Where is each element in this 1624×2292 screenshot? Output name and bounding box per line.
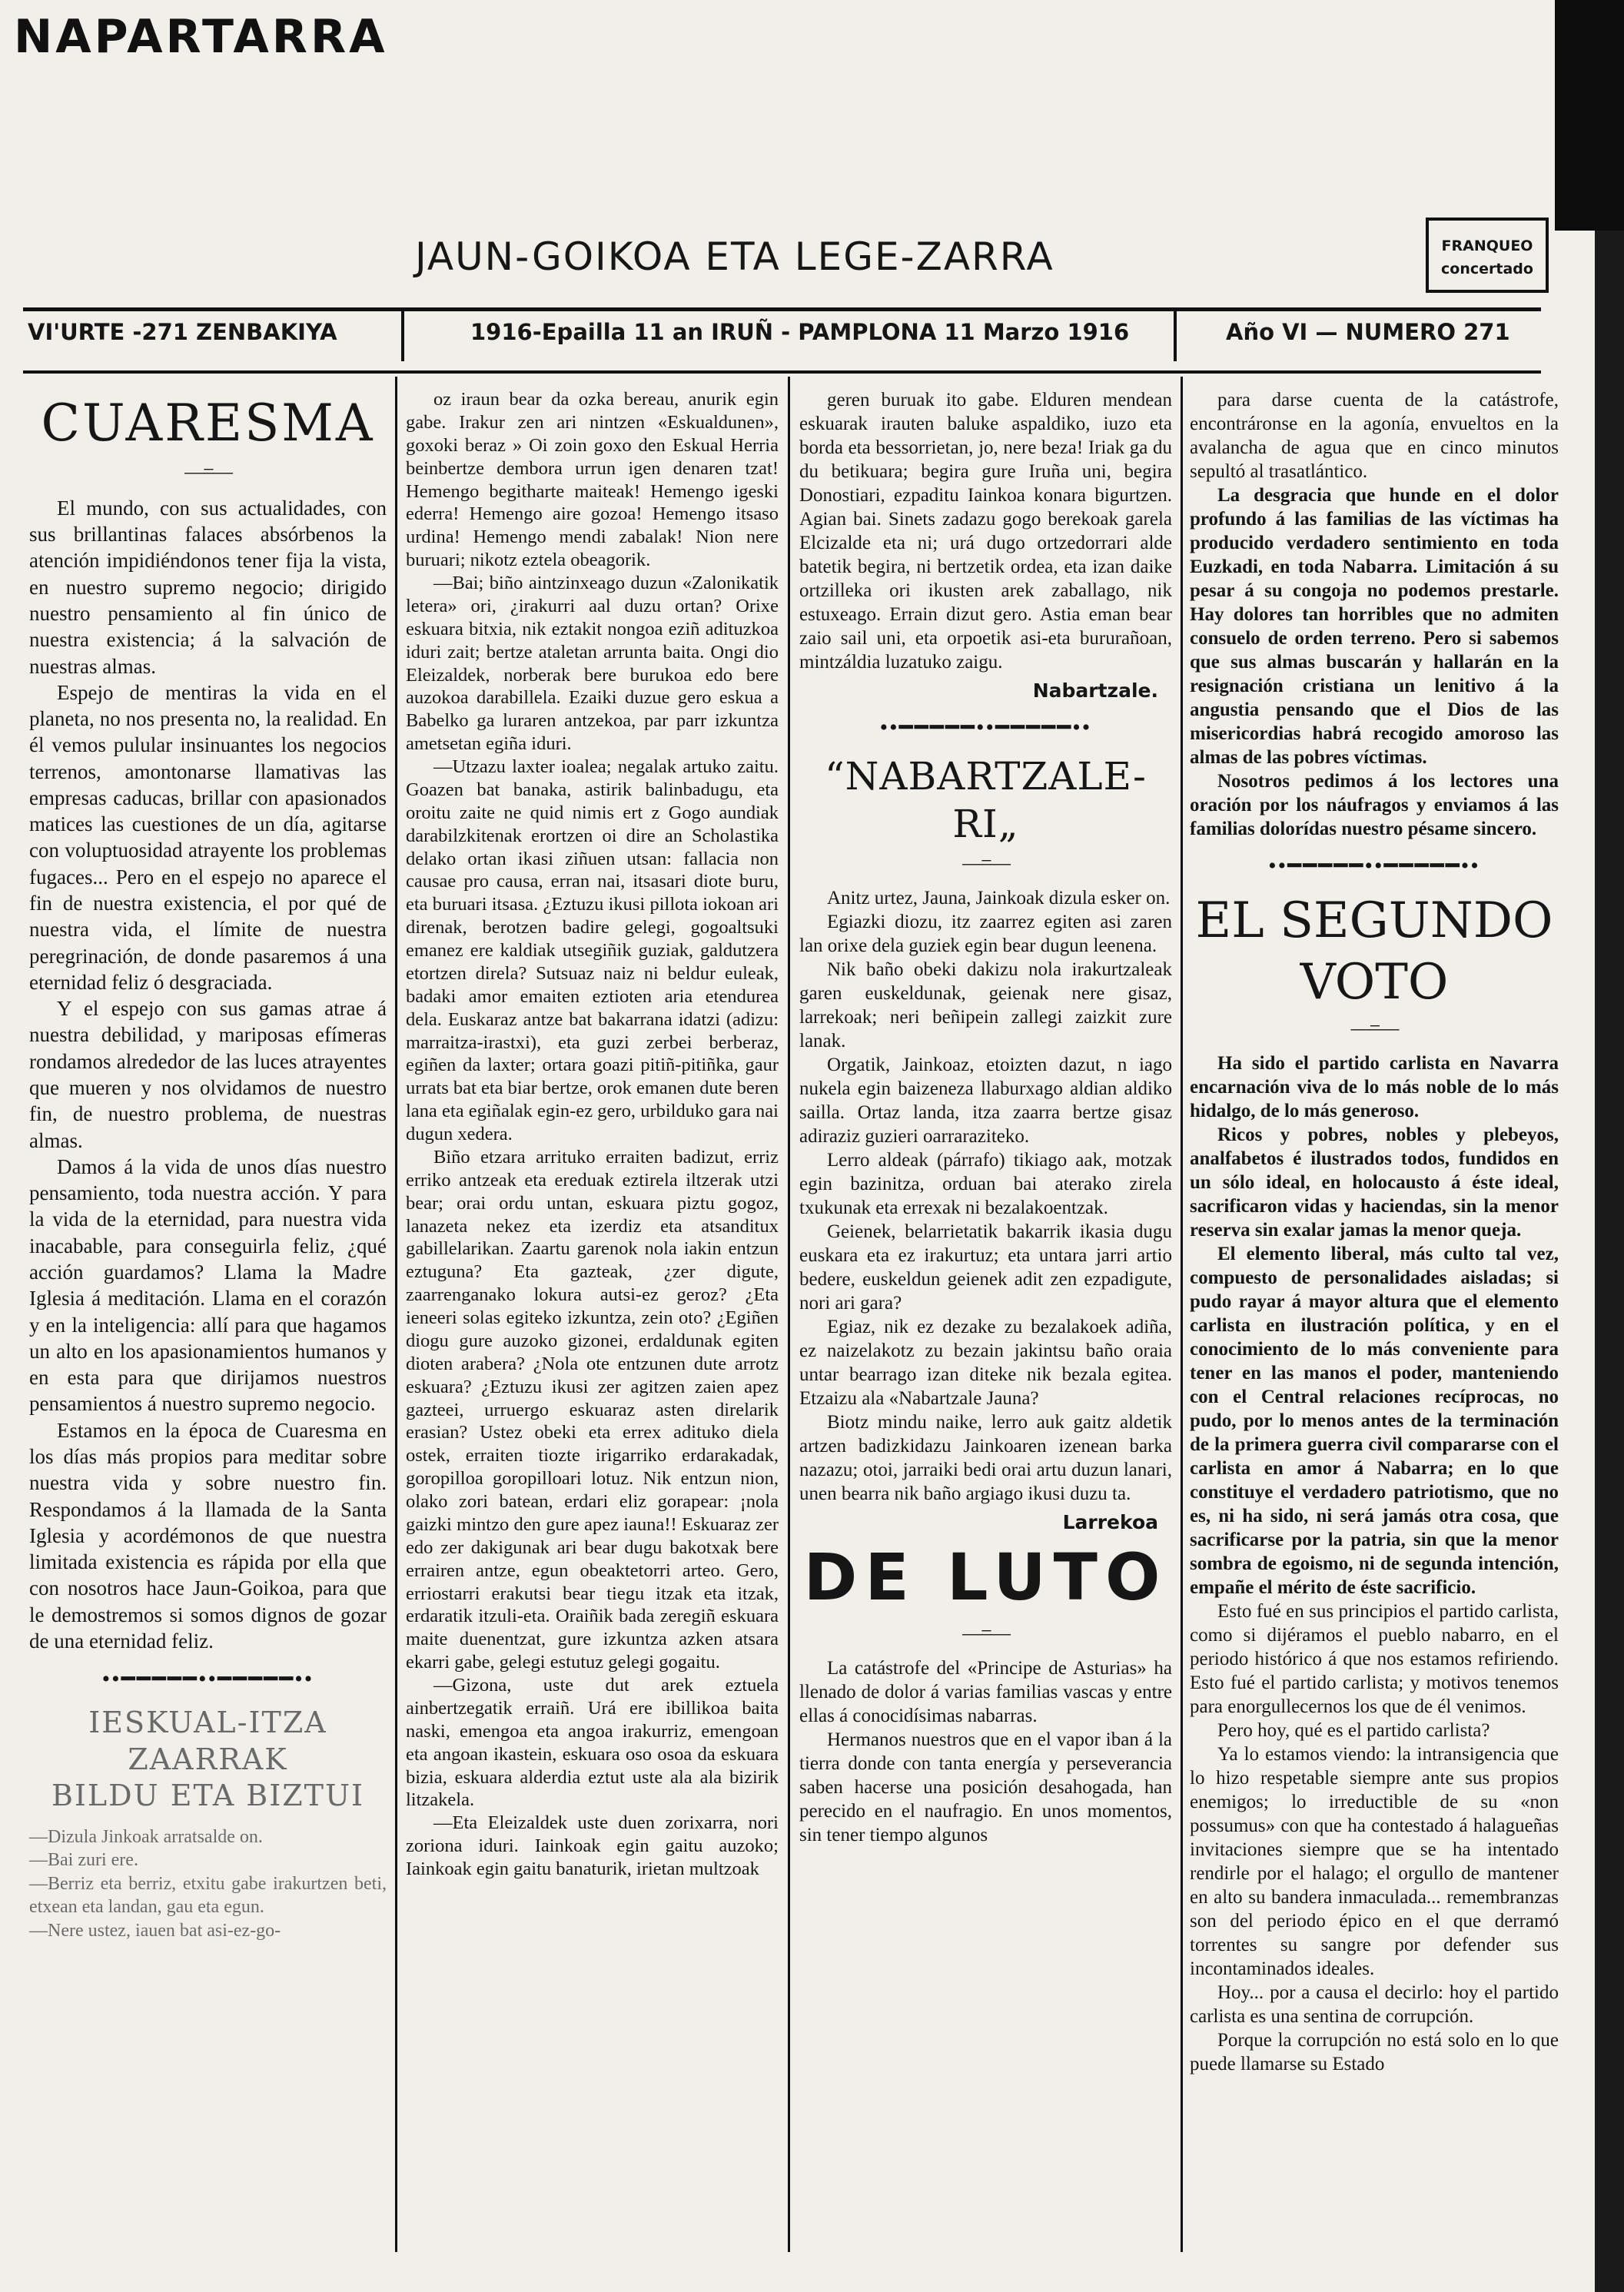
header-divider-right <box>1174 311 1177 361</box>
faded-line: —Berriz eta berriz, etxitu gabe irakurtzen beti, etxean eta landan, gau eta egun. <box>29 1873 387 1918</box>
column-3 <box>799 388 1172 1847</box>
header-divider-left <box>401 311 404 361</box>
issue-number-basque: VI'URTE -271 ZENBAKIYA <box>28 319 337 345</box>
issue-year-number: Año VI — NUMERO 271 <box>1226 319 1510 345</box>
section-ornament: ••━━━━━••━━━━━•• <box>879 715 1092 740</box>
paragraph: Hoy... por a causa el decirlo: hoy el partido carlista es una sentina de corrupción. <box>1190 1982 1559 2028</box>
article-heading-el-segundo-voto: EL SEGUNDO VOTO <box>1195 892 1553 1011</box>
paragraph: Estamos en la época de Cuaresma en los días más propios para meditar sobre nuestra vida y sobre nuestro fin. Respondamos á la llamada de la Santa Iglesia y acordémonos de que nuestra limitada existencia es rápida por ella que con nosotros hace Jaun-Goikoa, para que le demostremos si somos dignos de gozar de una eternidad feliz. <box>29 1418 387 1653</box>
paragraph: El elemento liberal, más culto tal vez, compuesto de personalidades aisladas; si pudo rayar á mayor altura que el elemento carlista en ilustración política, y en el conocimiento de lo más conveniente para tener en las manos el poder, manteniendo con el Central relaciones recíprocas, no pudo, por lo menos antes de la terminación de la primera guerra civil compararse con el carlista en amor á Nabarra; en lo que constituye el verdadero patriotismo, que no es, ni ha sido, ni será jamás otra cosa, que sacrificarse por la patria, sin que la menor sombra de egoismo, ni de segunda intención, empañe el mérito de éste sacrificio. <box>1190 1244 1559 1599</box>
column-rule-2 <box>788 377 790 2252</box>
section-ornament: ••━━━━━••━━━━━•• <box>1268 853 1480 879</box>
heading-dash: —=— <box>184 460 231 483</box>
paragraph: La desgracia que hunde en el dolor profundo á las familias de las víctimas ha producido verdadero sentimiento en toda Euzkadi, en toda Nabarra. Limitación á su pesar á su congoja no podemos prestarle. Hay dolores tan horribles que no admiten consuelo de orden terreno. Pero si sabemos que sus almas buscarán y hallarán en la resignación cristiana un lenitivo á la angustia pensando que el Dios de las misericordias habrá recogido amoroso las almas de las pobres víctimas. <box>1190 485 1559 768</box>
masthead-title: NAPARTARRA <box>14 10 388 64</box>
torn-corner <box>1555 0 1624 231</box>
column-rule-3 <box>1181 377 1183 2252</box>
paragraph: Porque la corrupción no está solo en lo que puede llamarse su Estado <box>1190 2030 1559 2075</box>
paragraph: Pero hoy, qué es el partido carlista? <box>1217 1720 1490 1742</box>
paragraph: Esto fué en sus principios el partido carlista, como si dijéramos el pueblo nabarro, en el periodo histórico á que nos estamos refiriendo. Esto fué el partido carlista; y motivos tenemos para enorgullecernos los que de él venimos. <box>1190 1601 1559 1718</box>
header-bottom-rule <box>23 370 1541 374</box>
paragraph: Nosotros pedimos á los lectores una oración por los náufragos y enviamos á las familias dolorídas nuestro pésame sincero. <box>1190 771 1559 839</box>
paragraph: —Utzazu laxter ioalea; negalak artuko zaitu. Goazen bat banaka, astirik balinbadugu, eta oroitu zaite ne quid nimis ert z Gogo aundiak darabilzkitenak erortzen oi dire an Scholastika delako ortan ikasi ziñuen utsan: fallacia non causae pro causa, erran nai, itsasari diote buru, eta buruari itsasa. ¿Eztuzu ikusi pillota iokoan ari direnak, berotzen badire gelegi, gogoaltsuki emanez ere kaldiak utsegiñik guziak, galdutzera etortzen direla? Sutsuaz naiz ni beldur euleak, badaki amor emaiten eztioten aria etendurea dela. Euskaraz antze bat bakarrana idatzi (adizu: marraitza-irastxi), eta guzi zerbei berberaz, egiñen da laxter; ortara goazi pitiñ-pitiñka, gaur urrats bat eta biar bertze, orok emanen dute beren lana eta egiñalak egin-ez gero, urbilduko gara nai dugun xedera. <box>406 756 779 1144</box>
article-heading-cuaresma: CUARESMA <box>41 394 375 453</box>
paragraph: Espejo de mentiras la vida en el planeta, no nos presenta no, la realidad. En él vemos pulular insinuantes los negocios terrenos, amontonarse llamativas las empresas caducas, brillar con apasionados matices las cuestiones de un día, agitarse con voluptuosidad atrayente los problemas fugaces... Pero en el espejo no aparece el fin de nuestra existencia, el por qué de nuestra vida, el límite de nuestra peregrinación, de donde pasaremos á una eternidad feliz ó desgraciada. <box>29 680 387 994</box>
faded-dialogue <box>29 1825 387 1942</box>
heading-line-1: IESKUAL-ITZA ZAARRAK <box>88 1706 327 1776</box>
stamp-line-1: FRANQUEO <box>1441 238 1533 254</box>
stamp-line-2: concertado <box>1441 261 1533 278</box>
postage-stamp-box <box>1426 218 1549 293</box>
paragraph: La catástrofe del «Principe de Asturias» ha llenado de dolor á varias familias vascas y entre ellas á conocidísimas nabarras. <box>799 1657 1172 1726</box>
signature-larrekoa: Larrekoa <box>1062 1511 1158 1534</box>
column-1 <box>29 388 387 1942</box>
paragraph: Geienek, belarrietatik bakarrik ikasia dugu euskara eta ez irakurtuz; eta untara jarri artio bedere, euskeldun geienek adit zen ezpadigute, nori ari gara? <box>799 1221 1172 1314</box>
paragraph: Nik baño obeki dakizu nola irakurtzaleak garen euskeldunak, geienak nere gisaz, larrekoak; neri beñipein zallegi zaizkit zure lanak. <box>799 959 1172 1052</box>
issue-date-place: 1916-Epailla 11 an IRUÑ - PAMPLONA 11 Marzo 1916 <box>470 319 1130 345</box>
section-ornament: ••━━━━━••━━━━━•• <box>101 1666 314 1692</box>
paragraph: —Eta Eleizaldek uste duen zorixarra, nori zoriona iduri. Iainkoak egin gaitu auzoko; Iainkoak egin gaitu banaturik, irietan multzoak <box>406 1812 779 1879</box>
faded-line: —Bai zuri ere. <box>29 1850 138 1871</box>
heading-dash: —=— <box>1350 1016 1398 1039</box>
paragraph: geren buruak ito gabe. Elduren mendean eskuarak irauten baluke aspaldiko, iuzo eta borda eta bessorrietan, jo, nere beza! Iriak ga du du betikuara; begira gure Iruña uni, begira Donostiari, ezpaditu Iainkoa konara bigurtzen. Agian bai. Sinets zadazu gogo berekoak garela Elcizalde eta ni; urá dugo ortzedorrari alde batetik begira, ni bertzetik ordea, eta izan daike ortzilleka ori ikusten arek zaballago, nik estuxeago. Errain dizut gero. Astia eman bear zaio sail uni, eta orpoetik asi-eta bururañoan, mintzáldia luzatuko zaigu. <box>799 390 1172 673</box>
paragraph: Orgatik, Jainkoaz, etoizten dazut, n iago nukela egin baizeneza llaburxago aldian aldiko sailla. Ortaz landa, itza zaarra bertze gisaz adiraziz guzieri oarraraziteko. <box>799 1055 1172 1148</box>
paragraph: Ya lo estamos viendo: la intransigencia que lo hizo respetable siempre ante sus propios enemigos; lo irreductible de su «non possumus» con que ha contestado á halagueñas invitaciones siempre que se ha intentado rendirle por el halago; el orgullo de mantener en alto su bandera inmaculada... remembranzas son del periodo épico en el que derramó torrentes su sangre por defender sus incontaminados ideales. <box>1190 1744 1559 1980</box>
paragraph: Egiaz, nik ez dezake zu bezalakoek adiña, ez naizelakotz zu bezain jakintsu baño oraia untar bearrago izan diteke nik bezala egitea. Etzaizu ala «Nabartzale Jauna? <box>799 1317 1172 1410</box>
column-4 <box>1190 388 1559 2076</box>
paragraph: Biño etzara arrituko erraiten badizut, erriz erriko antzeak eta ereduak eztirela iltzerak utzi bear; orai ordu untan, eskuara piztu gogoz, lanazeta nekez eta izerdiz eta atsanditux gabillelarikan. Zaartu garenok nola iakin entzun eztuguna? Eta gazteak, ¿zer digute, zaarrenganako lokura autsi-ez geroz? ¿Eta ieneeri solas egiteko izkuntza, zein oto? ¿Egiñen diogu gure auzoko gizonei, erdaldunak egiten dioten arabera? ¿Nola ote entzunen dute arrotz eskuara? ¿Eztuzu ikusi zer agitzen zaien apez gazteei, urruergo eskuaraz asten direlarik erasian? Ustez obeki eta errex adituko diela ostek, erraiten tiozte irigarriko erdarakadak, goropilloa goropilloari lotuz. Nik entzun nion, olako zori batean, erdari eliz gorapear: ¡nola gaizki mintzo den gure apez iauna!! Eskuaraz zer edo zer dakigunak ari bear dugu bakotxak bere errairen antze, egun obeaktetorri arteo. Gero, erriostarri erakutsi bear tiegu itzak eta itzak, erdaratik itzuli-eta. Oraiñik bada zeregiñ eskuara maite duenentzat, gure izkuntza azken atsara ekarri gabe, gelegi estutuz gelegi gogaitu. <box>406 1146 779 1673</box>
article-heading-eskual-itza <box>29 1705 387 1815</box>
paragraph: Lerro aldeak (párrafo) tikiago aak, motzak egin bazinitza, orduan bai aterako zirela txukunak eta errexak ni bezalakoentzak. <box>799 1150 1172 1219</box>
paragraph: Hermanos nuestros que en el vapor iban á la tierra donde con tanta energía y perseverancia saben hacerse una posición desahogada, han perecido en el naufragio. En unos momentos, sin tener tiempo algunos <box>799 1729 1172 1845</box>
paragraph: El mundo, con sus actualidades, con sus brillantinas falaces absórbenos la atención impidiéndonos tener fija la vista, en nuestro supremo negocio; dirigido nuestro pensamiento al fin único de nuestra existencia; á la salvación de nuestras almas. <box>29 496 387 678</box>
paragraph: Biotz mindu naike, lerro auk gaitz aldetik artzen badizkidazu Jainkoaren izenean barka nazazu; otoi, jarraiki bedi orai artu duzun lanari, unen bearra nik baño argiago ikusi duzu ta. <box>799 1412 1172 1505</box>
page-edge-shadow <box>1595 231 1624 2292</box>
paragraph: —Gizona, uste dut arek eztuela ainbertzegatik erraiñ. Urá ere ibillikoa baita naski, emengoa eta angoa irakurriz, emengoan eta angoan ikastein, eskuara oso osoa da eskuara bizia, eskuara alderdia eztut uste ala ala bizirik litzakela. <box>406 1675 779 1811</box>
paragraph: para darse cuenta de la catástrofe, encontráronse en la agonía, envueltos en la avalancha de agua que en cinco minutos sepultó al trasatlántico. <box>1190 390 1559 482</box>
paragraph: Y el espejo con sus gamas atrae á nuestra debilidad, y mariposas efímeras rondamos alrededor de las luces atrayentes que mueren y nos olvidamos de nuestro fin, de nuestro problema, de nuestras almas. <box>29 997 387 1152</box>
paragraph: Egiazki diozu, itz zaarrez egiten asi zaren lan orixe dela guziek egin bear dugun leenena. <box>799 912 1172 957</box>
header-top-rule <box>23 307 1541 311</box>
signature-nabartzale: Nabartzale. <box>1032 679 1158 702</box>
faded-line: —Nere ustez, iauen bat asi-ez-go- <box>29 1920 281 1941</box>
column-rule-1 <box>395 377 397 2252</box>
heading-dash: —=— <box>962 1621 1009 1644</box>
article-heading-de-luto: DE LUTO <box>803 1540 1168 1616</box>
paragraph: Ricos y pobres, nobles y plebeyos, analfabetos é ilustrados todos, fundidos en un sólo ideal, en holocausto á éste ideal, sacrificaron vidas y haciendas, sin la menor reserva sin exalar jamas la menor queja. <box>1190 1124 1559 1241</box>
article-heading-nabartzale-ri: “NABARTZALE-RI„ <box>825 754 1147 847</box>
column-2 <box>406 388 779 1881</box>
masthead-subtitle: JAUN-GOIKOA ETA LEGE-ZARRA <box>415 234 1054 279</box>
heading-dash: —=— <box>962 852 1009 875</box>
heading-line-2: BILDU ETA BIZTUI <box>51 1779 364 1813</box>
paragraph: Damos á la vida de unos días nuestro pensamiento, toda nuestra acción. Y para la vida de la eternidad, para nuestra vida inacabable, para conseguirla feliz, ¿qué acción guardamos? Llama la Madre Iglesia á meditación. Llama en el corazón y en la inteligencia: allí para que hagamos un alto en los apasionamientos humanos y en esta para que dirijamos nuestros pensamientos á nuestro supremo negocio. <box>29 1154 387 1416</box>
paragraph: Anitz urtez, Jauna, Jainkoak dizula esker on. <box>827 888 1171 909</box>
faded-line: —Dizula Jinkoak arratsalde on. <box>29 1826 263 1847</box>
paragraph: Ha sido el partido carlista en Navarra encarnación viva de lo más noble de lo más hidalgo, de lo más generoso. <box>1190 1053 1559 1122</box>
paragraph: oz iraun bear da ozka bereau, anurik egin gabe. Irakur zen ari nintzen «Eskualdunen», goxoki beraz » Oi zoin goxo den Eskual Herria beinbertze dembora urrun igen denaren tzat! Hemengo begitharte maiteak! Hemengo igeski ederra! Hemengo aire gozoa! Hemengo itsaso urdina! Hemengo mendi zabalak! Nion nere buruari; nikotz eztela obeagorik. <box>406 389 779 571</box>
paragraph: —Bai; biño aintzinxeago duzun «Zalonikatik letera» ori, ¿irakurri aal duzu ortan? Orixe eskuara bitxia, nik eztakit nongoa eziñ adituzkoa iduri zait; bertze ataletan arrunta baita. Ongi dio Eleizaldek, norberak bere burukoa edo bere auzokoa darabillela. Ezaiki duzue gero eskua a Babelko ga luraren antzekoa, par parr izkuntza ametsetan egiña iduri. <box>406 573 779 755</box>
